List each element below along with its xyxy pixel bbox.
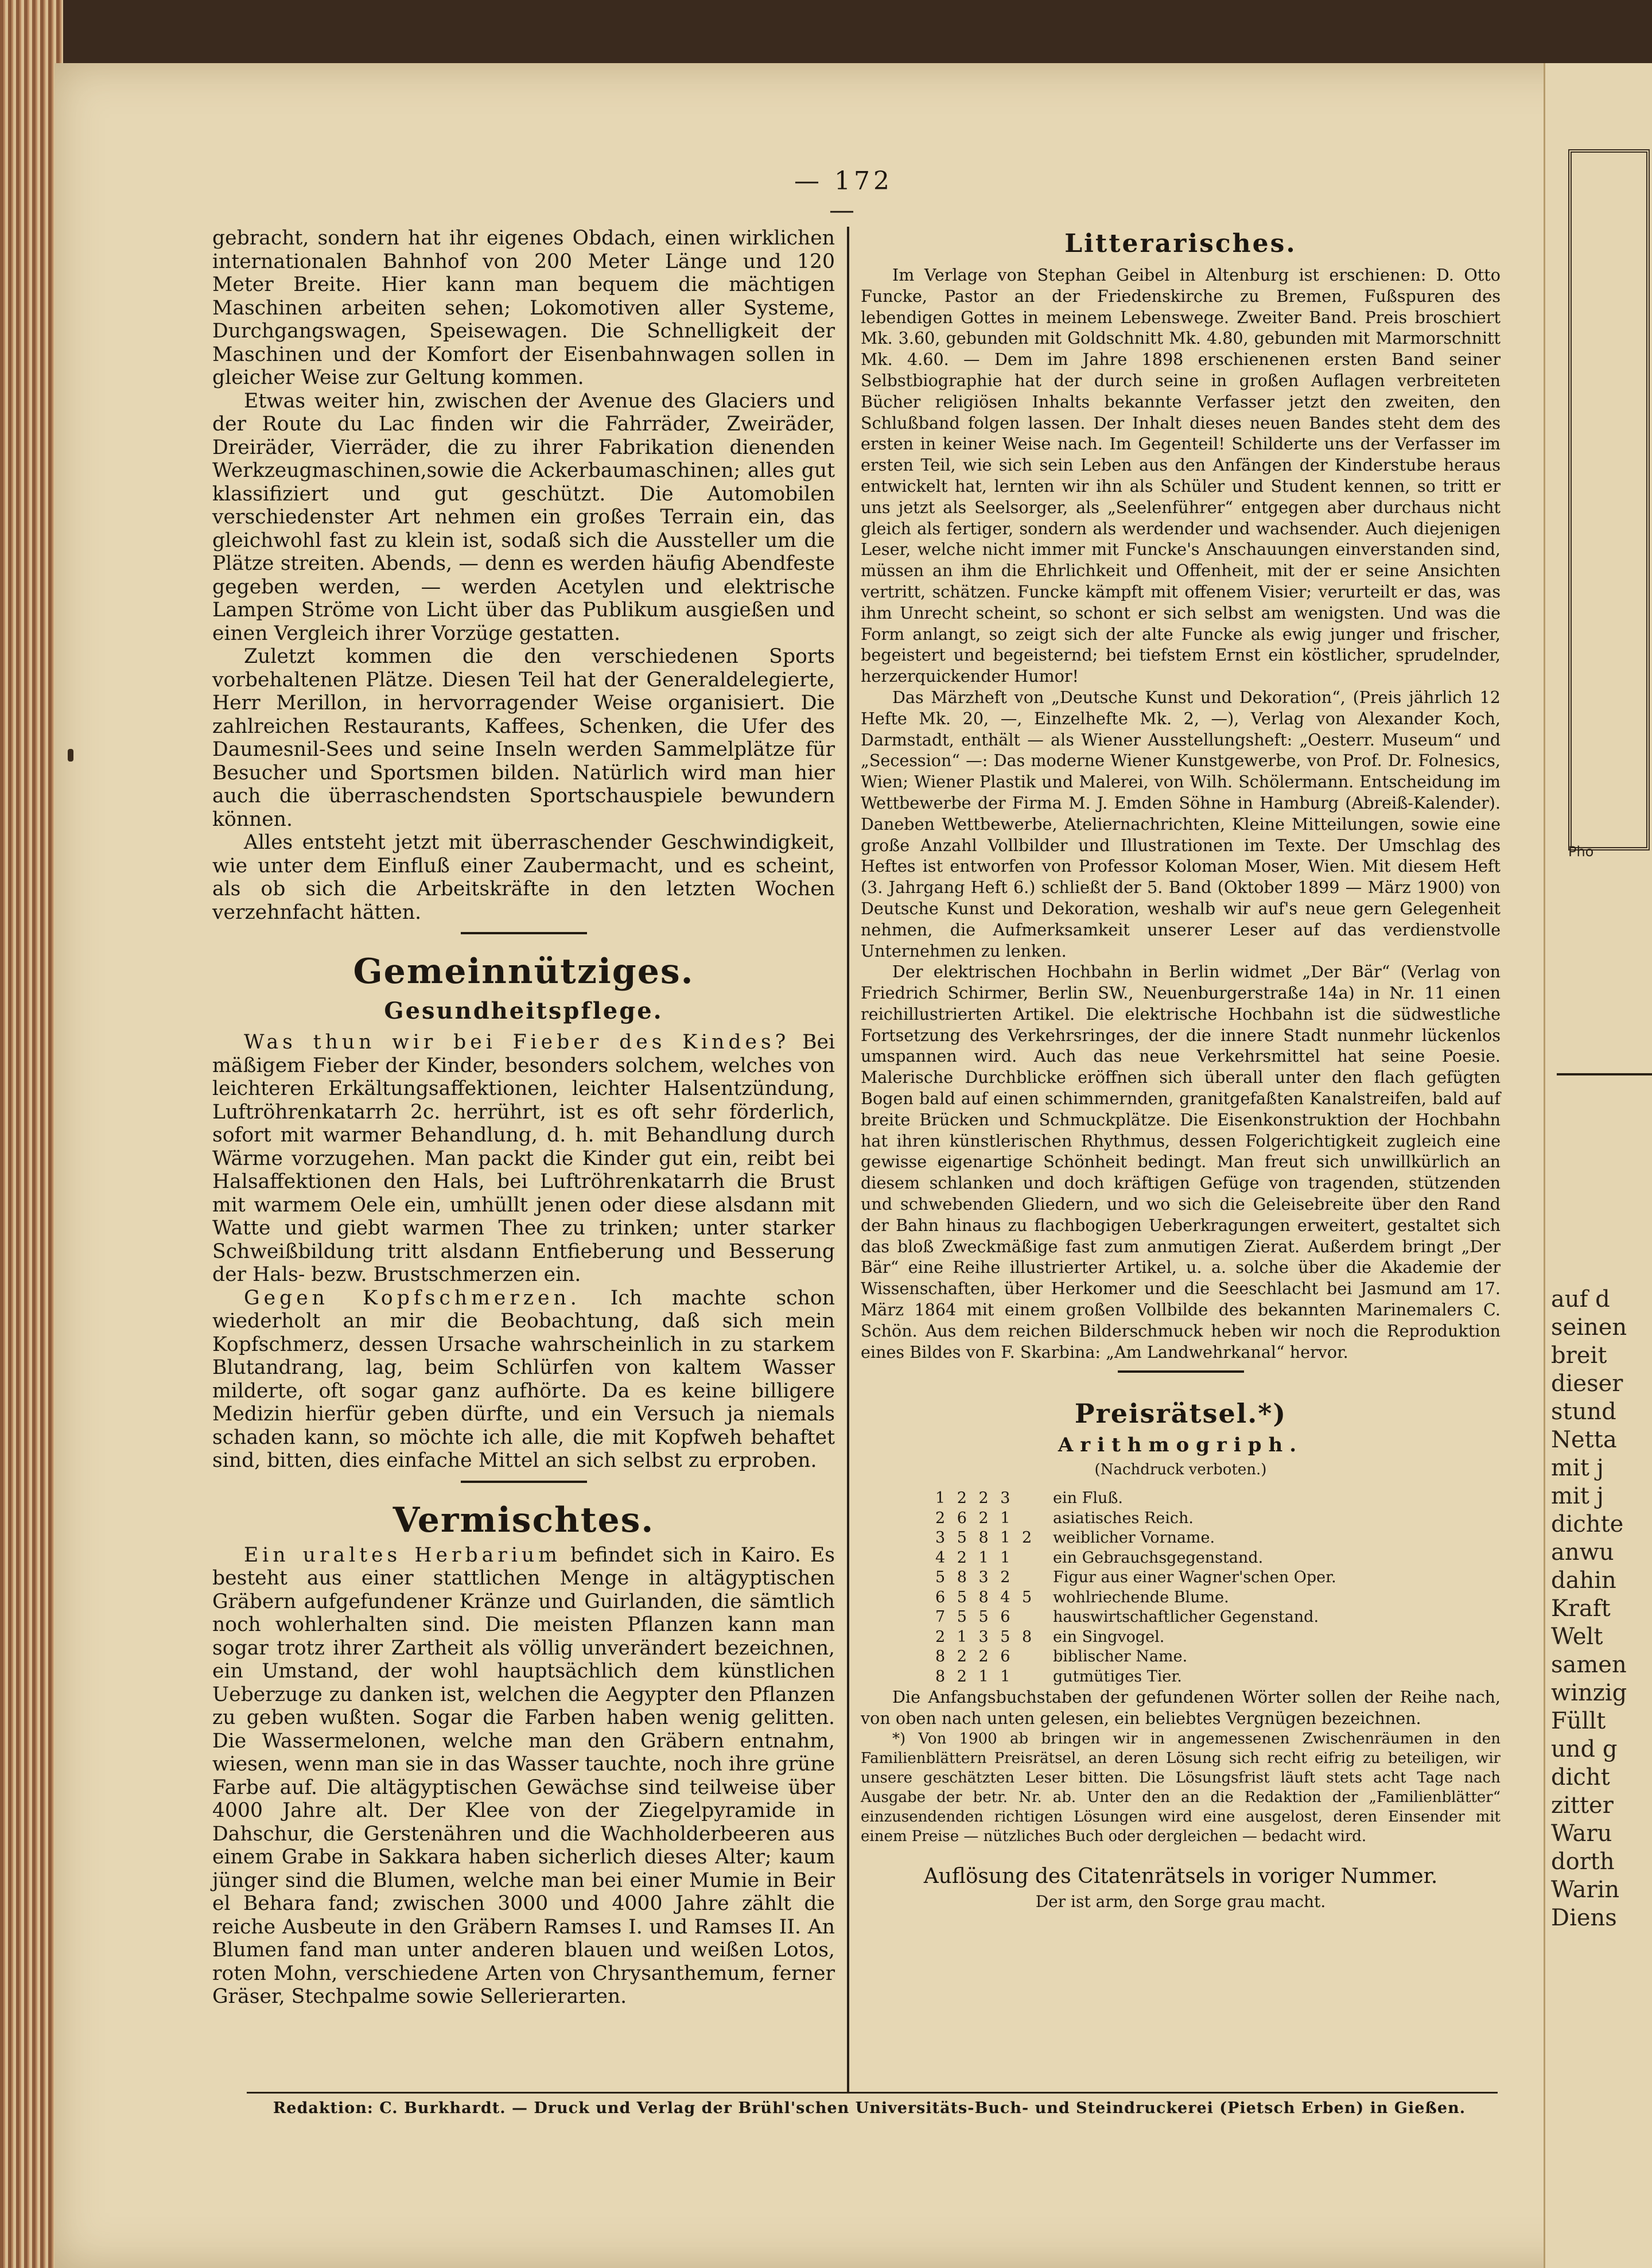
puzzle-digits: 5 8 3 2 <box>935 1568 1014 1587</box>
review-paragraph: Im Verlage von Stephan Geibel in Altenburg ist erschienen: D. Otto Funcke, Pastor an der Friedenskirche zu Bremen, Fußspuren des lebendigen Gottes in meinem Lebenswege. Zweiter Band. Preis broschiert Mk. 3.60, gebunden mit Goldschnitt Mk. 4.80, gebunden mit Marmorschnitt Mk. 4.60. — Dem im Jahre 1898 erschienenen ersten Band seiner Selbstbiographie hat der durch seine in großen Auflagen verbreiteten Bücher religiösen Inhalts bekannte Verfasser jetzt den zweiten, den Schlußband folgen lassen. Der Inhalt dieses neuen Bandes steht dem des ersten in keiner Weise nach. Im Gegenteil! Schilderte uns der Verfasser im ersten Teil, wie sich sein Leben aus den Anfängen der Kinderstube heraus entwickelt hat, lernten wir ihn als Schüler und Student kennen, so tritt er uns jetzt als Seelsorger, als „Seelenführer“ entgegen aber durchaus nicht gleich als fertiger, sondern als werdender und wachsender. Auch diejenigen Leser, welche nicht immer mit Funcke's Anschauungen einverstanden sind, müssen an ihm die Ehrlichkeit und Offenheit, mit der er seine Ansichten vertritt, schätzen. Funcke kämpft mit offenem Visier; verurteilt er das, was ihm Unrecht scheint, so schont er sich selbst am wenigsten. Und was die Form anlangt, so zeigt sich der alte Funcke als ewig junger und frischer, begeistert und begeisternd; bei tiefstem Ernst ein köstlicher, sprudelnder, herzerquickender Humor! <box>861 265 1501 686</box>
puzzle-digits: 2 1 3 5 8 <box>935 1628 1036 1646</box>
puzzle-row <box>935 1548 1336 1568</box>
strip-word: Warin <box>1551 1877 1620 1903</box>
puzzle-clue: asiatisches Reich. <box>1053 1509 1194 1527</box>
article-text: Ich machte schon wiederholt an mir die Beobachtung, daß sich mein Kopfschmerz, dessen Ursache wahrscheinlich in zu starkem Blutandrang, lag, beim Schlürfen von kaltem Wasser milderte, oft sogar ganz aufhörte. Da es keine billigere Medizin hierfür geben dürfte, und ein Versuch ja niemals schaden kann, so möchte ich alle, die mit Kopfweh behaftet sind, bitten, dies einfache Mittel an sich selbst zu erproben. <box>212 1286 835 1472</box>
paragraph: gebracht, sondern hat ihr eigenes Obdach, einen wirklichen internationalen Bahnhof von 200 Meter Länge und 120 Meter Breite. Hier kann man bequem die mächtigen Maschinen arbeiten sehen; Lokomotiven aller Systeme, Durchgangswagen, Speisewagen. Die Schnelligkeit der Maschinen und der Komfort der Eisenbahnwagen sollen in gleicher Weise zur Geltung kommen. <box>212 227 835 389</box>
puzzle-digits: 7 5 5 6 <box>935 1608 1014 1626</box>
section-heading: Litterarisches. <box>1064 229 1297 258</box>
strip-word: dahin <box>1551 1567 1616 1594</box>
puzzle-instruction: Die Anfangsbuchstaben der gefundenen Wörter sollen der Reihe nach, von oben nach unten gelesen, ein beliebtes Vergnügen bezeichnen. <box>861 1687 1501 1729</box>
strip-word: dicht <box>1551 1764 1610 1791</box>
strip-word: auf d <box>1551 1286 1610 1312</box>
puzzle-digits: 6 5 8 4 5 <box>935 1588 1036 1606</box>
puzzle-clue: weiblicher Vorname. <box>1053 1529 1215 1547</box>
illustration-caption: Pho <box>1568 844 1594 860</box>
section-divider <box>1118 1370 1244 1373</box>
paragraph: Zuletzt kommen die den verschiedenen Sports vorbehaltenen Plätze. Diesen Teil hat der Generaldelegierte, Herr Merillon, in hervorragender Weise organisiert. Die zahlreichen Restaurants, Kaffees, Schenken, die Ufer des Daumesnil-Sees und seine Inseln werden Sammelplätze für Besucher und Sportsmen bilden. Natürlich wird man hier auch die überraschendsten Sportschauspiele bewundern können. <box>212 645 835 831</box>
book-page-edges <box>0 0 63 2268</box>
strip-word: Waru <box>1551 1820 1612 1847</box>
puzzle-row <box>935 1667 1336 1687</box>
solution-heading: Auflösung des Citatenrätsels in voriger Nummer. <box>923 1865 1438 1889</box>
puzzle-clue: ein Fluß. <box>1053 1489 1123 1508</box>
footnote-text: *) Von 1900 ab bringen wir in angemessenen Zwischenräumen in den Familienblättern Preisrätsel, an deren Lösung sich recht eifrig zu beteiligen, wir unsere geschätzten Leser bitten. Die Lösungsfrist läuft stets acht Tage nach Ausgabe der betr. Nr. ab. Unter den an die Redaktion der „Familienblätter“ einzusendenden richtigen Lösungen wird eine ausgelost, deren Einsender mit einem Preise — nützliches Buch oder dergleichen — bedacht wird. <box>861 1730 1501 1846</box>
puzzle-digits: 8 2 1 1 <box>935 1667 1014 1686</box>
puzzle-digits: 3 5 8 1 2 <box>935 1529 1036 1547</box>
puzzle-row <box>935 1489 1336 1509</box>
strip-word: dorth <box>1551 1848 1615 1875</box>
strip-word: dichte <box>1551 1511 1624 1537</box>
puzzle-note: (Nachdruck verboten.) <box>1094 1461 1267 1479</box>
imprint-footer: Redaktion: C. Burkhardt. — Druck und Verlag der Brühl'schen Universitäts-Buch- und Steindruckerei (Pietsch Erben) in Gießen. <box>273 2099 1466 2117</box>
puzzle-clue: ein Gebrauchsgegenstand. <box>1053 1548 1264 1567</box>
strip-word: seinen <box>1551 1314 1627 1341</box>
next-page-strip <box>1544 63 1652 2268</box>
article-lead: Ein uraltes Herbarium <box>244 1543 561 1567</box>
strip-word: mit j <box>1551 1455 1604 1481</box>
puzzle-subheading: Arithmogriph. <box>1058 1434 1304 1457</box>
article-text: befindet sich in Kairo. Es besteht aus einer stattlichen Menge in altägyptischen Gräbern aufgefundener Kränze und Guirlanden, die sämtlich noch wohlerhalten sind. Die meisten Pflanzen kann man sogar trotz ihrer Zartheit als völlig unverändert bezeichnen, ein Umstand, der wohl hauptsächlich dem künstlichen Ueberzuge zu danken ist, welchen die Aegypter den Pflanzen zu geben wußten. Sogar die Farben haben wenig gelitten. Die Wassermelonen, welche man den Gräbern entnahm, wiesen, wenn man sie in das Wasser tauchte, noch ihre grüne Farbe auf. Die altägyptischen Gewächse sind teilweise über 4000 Jahre alt. Der Klee von der Ziegelpyramide in Dahschur, die Gerstenähren und die Wachholderbeeren aus einem Grabe in Sakkara haben sicherlich dieses Alter; kaum jünger sind die Blumen, welche man bei einer Mumie in Beir el Behara fand; zwischen 3000 und 4000 Jahre zählt die reiche Ausbeute in den Gräbern Ramses I. und Ramses II. An Blumen fand man unter anderen blauen und weißen Lotos, roten Mohn, verschiedene Arten von Chrysanthemum, ferner Gräser, Stechpalme sowie Sellerierarten. <box>212 1543 835 2008</box>
paragraph: Etwas weiter hin, zwischen der Avenue des Glaciers und der Route du Lac finden wir die Fahrräder, Zweiräder, Dreiräder, Vierräder, die zu ihrer Fabrikation dienenden Werkzeugmaschinen,sowie die Ackerbaumaschinen; alles gut klassifiziert und gut geschützt. Die Automobilen verschiedenster Art nehmen ein großes Terrain ein, das gleichwohl fast zu klein ist, sodaß sich die Aussteller um die Plätze streiten. Abends, — denn es werden häufig Abendfeste gegeben werden, — werden Acetylen und elektrische Lampen Ströme von Licht über das Publikum ausgießen und einen Vergleich ihrer Vorzüge gestatten. <box>212 389 835 645</box>
puzzle-table <box>935 1489 1336 1687</box>
puzzle-digits: 4 2 1 1 <box>935 1548 1014 1567</box>
puzzle-row <box>935 1607 1336 1628</box>
article-lead: Was thun wir bei Fieber des Kindes? <box>244 1031 790 1054</box>
article-kopfschmerzen <box>212 1287 835 1473</box>
strip-word: anwu <box>1551 1539 1614 1566</box>
section-subheading: Gesundheitspflege. <box>384 997 663 1024</box>
strip-word: samen <box>1551 1652 1627 1678</box>
strip-word: und g <box>1551 1736 1618 1762</box>
strip-word: winzig <box>1551 1680 1627 1706</box>
puzzle-heading: Preisrätsel.*) <box>1074 1398 1287 1430</box>
right-column <box>861 227 1501 1913</box>
article-fieber <box>212 1031 835 1287</box>
article-text: Bei mäßigem Fieber der Kinder, besonders solchem, welches von leichteren Erkältungsaffektionen, leichter Halsentzündung, Luftröhrenkatarrh 2c. herrührt, ist es oft sehr förderlich, sofort mit warmer Behandlung, d. h. mit Behandlung durch Wärme vorzugehen. Man packt die Kinder gut ein, reibt bei Halsaffektionen den Hals, bei Luftröhrenkatarrh die Brust mit warmem Oele ein, umhüllt jenen oder diese alsdann mit Watte und giebt warmen Thee zu trinken; unter starker Schweißbildung tritt alsdann Entfieberung und Besserung der Hals- bezw. Brustschmerzen ein. <box>212 1031 835 1286</box>
strip-word: mit j <box>1551 1483 1604 1509</box>
strip-word: Füllt <box>1551 1708 1606 1734</box>
page-number: — 172 — <box>794 166 893 225</box>
strip-word: Netta <box>1551 1427 1617 1453</box>
solution-text: Der ist arm, den Sorge grau macht. <box>1035 1892 1326 1912</box>
puzzle-row <box>935 1647 1336 1667</box>
review-paragraph: Der elektrischen Hochbahn in Berlin widmet „Der Bär“ (Verlag von Friedrich Schirmer, Berlin SW., Neuenburgerstraße 14a) in Nr. 11 einen reichillustrierten Artikel. Die elektrische Hochbahn ist die südwestliche Fortsetzung des Verkehrsringes, der die innere Stadt nunmehr lückenlos umspannen wird. Auch das neue Verkehrsmittel hat seine Poesie. Malerische Durchblicke eröffnen sich überall unter den flach gefügten Bogen bald auf einen schimmernden, granitgefaßten Kanalstreifen, bald auf breite Brücken und Schmuckplätze. Die Eisenkonstruktion der Hochbahn hat ihren künstlerischen Rhythmus, dessen Folgerichtigkeit zugleich eine gewisse eigenartige Schönheit bedingt. Man freut sich unwillkürlich an diesem schlanken und doch kräftigen Gefüge von tragenden, stützenden und schwebenden Gliedern, und wo sich die Geleisebreite über den Rand der Bahn hinaus zu flachbogigen Ueberkragungen erweitert, gestaltet sich das bloß Zweckmäßige fast zum anmutigen Zierat. Außerdem bringt „Der Bär“ eine Reihe illustrierter Artikel, u. a. solche über die Akademie der Wissenschaften, über Herkomer und die Seeschlacht bei Jasmund am 17. März 1864 mit einem großen Vollbilde des bekannten Marinemalers C. Schön. Aus dem reichen Bilderschmuck heben wir noch die Reproduktion eines Bildes von F. Skarbina: „Am Landwehrkanal“ hervor. <box>861 962 1501 1362</box>
left-column <box>212 227 835 2009</box>
footer-rule <box>247 2092 1498 2094</box>
strip-word: Kraft <box>1551 1595 1611 1622</box>
section-divider <box>461 932 587 934</box>
strip-rule <box>1557 1073 1652 1075</box>
puzzle-row <box>935 1509 1336 1529</box>
strip-word: stund <box>1551 1399 1616 1425</box>
puzzle-clue: wohlriechende Blume. <box>1053 1588 1229 1606</box>
puzzle-row <box>935 1528 1336 1548</box>
footnote <box>861 1729 1501 1846</box>
strip-word: Welt <box>1551 1624 1603 1650</box>
article-lead: Gegen Kopfschmerzen. <box>244 1286 581 1310</box>
article-herbarium <box>212 1544 835 2009</box>
column-rule <box>847 227 849 2092</box>
strip-word: breit <box>1551 1342 1607 1369</box>
paragraph: Alles entsteht jetzt mit überraschender Geschwindigkeit, wie unter dem Einfluß einer Zaubermacht, und es scheint, als ob sich die Arbeitskräfte in den letzten Wochen verzehnfacht hätten. <box>212 831 835 924</box>
review-paragraph: Das Märzheft von „Deutsche Kunst und Dekoration“, (Preis jährlich 12 Hefte Mk. 20, —, Einzelhefte Mk. 2, —), Verlag von Alexander Koch, Darmstadt, enthält — als Wiener Ausstellungsheft: „Oesterr. Museum“ und „Secession“ —: Das moderne Wiener Kunstgewerbe, von Prof. Dr. Folnesics, Wien; Wiener Plastik und Malerei, von Wilh. Schölermann. Entscheidung im Wettbewerbe der Firma M. J. Emden Söhne in Hamburg (Abreiß-Kalender). Daneben Wettbewerbe, Ateliernachrichten, Kleine Mitteilungen, sowie eine große Anzahl Vollbilder und Illustrationen im Texte. Der Umschlag des Heftes ist entworfen von Professor Koloman Moser, Wien. Mit diesem Heft (3. Jahrgang Heft 6.) schließt der 5. Band (Oktober 1899 — März 1900) von Deutsche Kunst und Dekoration, weshalb wir auf's neue gern Gelegenheit nehmen, die Aufmerksamkeit unserer Leser auf das verdienstvolle Unternehmen zu lenken. <box>861 687 1501 961</box>
strip-word: Diens <box>1551 1905 1617 1931</box>
puzzle-digits: 8 2 2 6 <box>935 1648 1014 1666</box>
illustration-frame <box>1568 149 1650 850</box>
puzzle-row <box>935 1568 1336 1588</box>
section-heading: Gemeinnütziges. <box>353 952 694 992</box>
puzzle-clue: biblischer Name. <box>1053 1648 1188 1666</box>
margin-mark <box>68 749 73 762</box>
puzzle-clue: ein Singvogel. <box>1053 1628 1165 1646</box>
puzzle-clue: Figur aus einer Wagner'schen Oper. <box>1053 1568 1336 1587</box>
puzzle-row <box>935 1628 1336 1648</box>
section-heading: Vermischtes. <box>392 1500 655 1540</box>
puzzle-clue: gutmütiges Tier. <box>1053 1667 1182 1686</box>
puzzle-clue: hauswirtschaftlicher Gegenstand. <box>1053 1608 1319 1626</box>
puzzle-digits: 2 6 2 1 <box>935 1509 1014 1527</box>
puzzle-row <box>935 1588 1336 1608</box>
section-divider <box>461 1481 587 1483</box>
strip-words <box>1551 1286 1627 1932</box>
strip-word: zitter <box>1551 1792 1614 1819</box>
strip-word: dieser <box>1551 1370 1623 1397</box>
puzzle-digits: 1 2 2 3 <box>935 1489 1014 1508</box>
